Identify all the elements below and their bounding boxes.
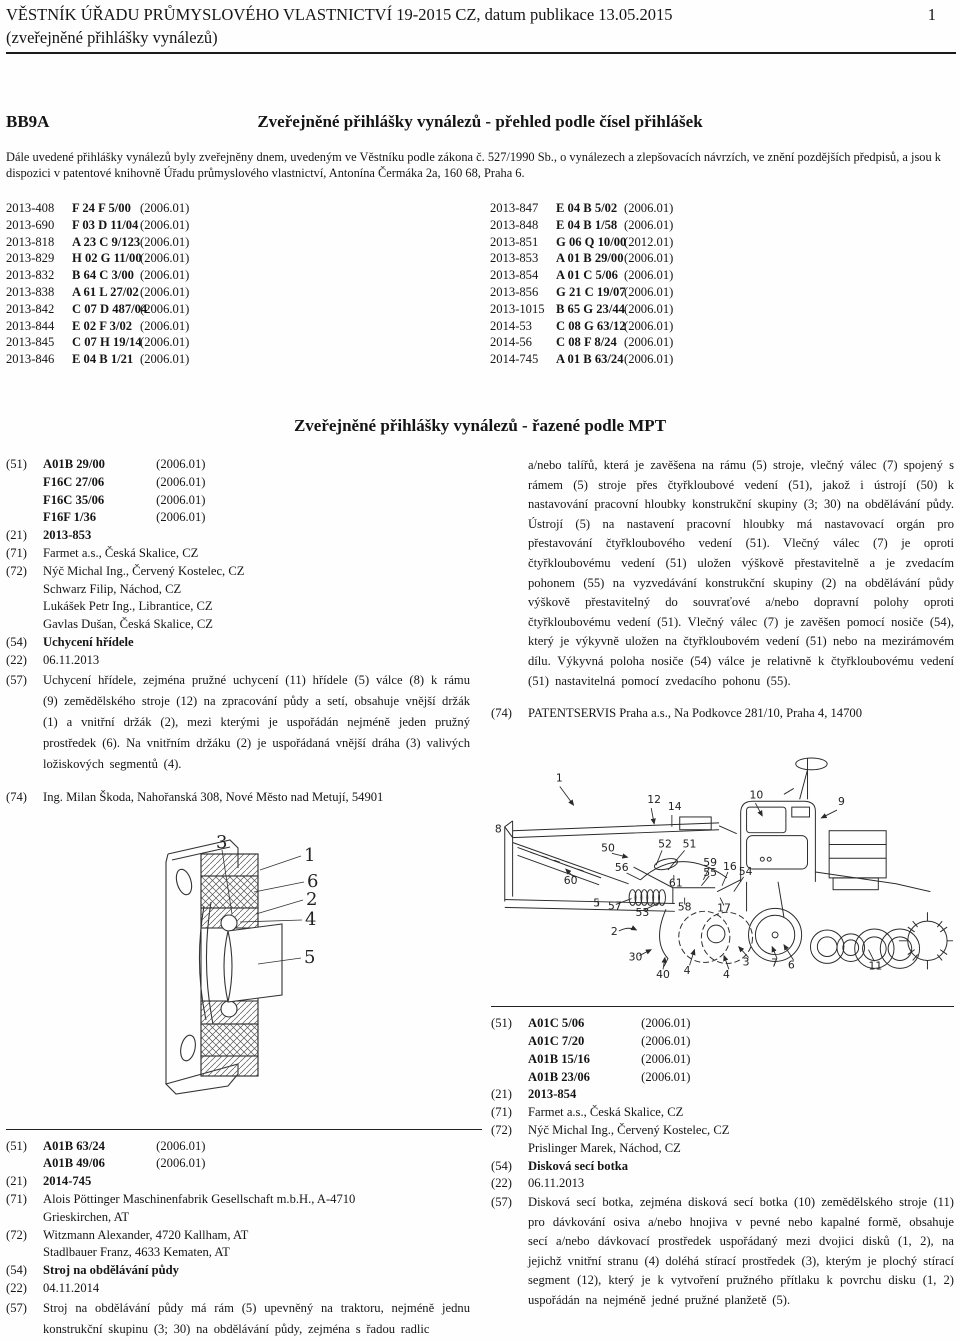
application-number: 2014-56 bbox=[490, 335, 532, 350]
application-number: 2013-832 bbox=[6, 268, 55, 283]
biblio-value: 06.11.2013 bbox=[528, 1176, 585, 1191]
application-number: 2013-842 bbox=[6, 301, 55, 316]
part-label: 56 bbox=[614, 861, 629, 875]
part-label: 59 bbox=[703, 856, 718, 870]
biblio-row bbox=[6, 1280, 482, 1298]
ipc-version-date: (2006.01) bbox=[624, 201, 674, 215]
ipc-class: A 23 C 9/123 bbox=[72, 234, 141, 249]
biblio-value: Gavlas Dušan, Česká Skalice, CZ bbox=[43, 617, 213, 632]
biblio-row bbox=[491, 1158, 954, 1176]
ipc-version-date: (2006.01) bbox=[156, 457, 206, 471]
biblio-row bbox=[6, 1262, 482, 1280]
inid-code: (74) bbox=[491, 706, 512, 721]
ipc-version-date: (2006.01) bbox=[156, 510, 206, 525]
section-bb9a-heading bbox=[6, 112, 954, 132]
biblio-value: Stroj na obdělávání půdy bbox=[43, 1263, 179, 1278]
biblio-row bbox=[491, 1033, 954, 1051]
application-number: 2013-845 bbox=[6, 335, 55, 350]
biblio-row bbox=[6, 509, 482, 527]
agent-text: Ing. Milan Škoda, Nahořanská 308, Nové Město nad Metují, 54901 bbox=[43, 789, 384, 804]
ipc-class: E 04 B 1/21 bbox=[72, 352, 134, 367]
biblio-row bbox=[6, 1138, 482, 1156]
biblio-row bbox=[6, 581, 482, 599]
application-row bbox=[6, 284, 480, 301]
application-row bbox=[490, 318, 954, 335]
section-title: Zveřejněné přihlášky vynálezů - přehled podle čísel přihlášek bbox=[257, 112, 703, 131]
ipc-version-date: (2006.01) bbox=[624, 251, 674, 266]
inid-code: (22) bbox=[6, 652, 27, 667]
part-label: 6 bbox=[307, 870, 319, 892]
application-number: 2013-853 bbox=[490, 251, 539, 266]
ipc-version-date: (2006.01) bbox=[624, 318, 674, 333]
application-row bbox=[6, 318, 480, 335]
part-label: 55 bbox=[703, 866, 718, 880]
ipc-class: C 07 H 19/14 bbox=[72, 335, 142, 350]
ipc-class: C 07 D 487/04 bbox=[72, 301, 148, 316]
column-divider-rule bbox=[6, 1129, 482, 1130]
ipc-class: E 04 B 1/58 bbox=[556, 217, 618, 232]
part-label: 2 bbox=[610, 925, 618, 939]
biblio-row bbox=[491, 1051, 954, 1069]
gazette-title: VĚSTNÍK ÚŘADU PRŮMYSLOVÉHO VLASTNICTVÍ 19-2015 CZ, datum publikace 13.05.2015 bbox=[6, 5, 673, 24]
biblio-value: Nýč Michal Ing., Červený Kostelec, CZ bbox=[528, 1122, 730, 1137]
abstract-2013-853 bbox=[6, 670, 470, 775]
application-row bbox=[6, 301, 480, 318]
inid-code: (71) bbox=[6, 1191, 27, 1206]
application-number: 2013-846 bbox=[6, 352, 55, 367]
biblio-value: 06.11.2013 bbox=[43, 652, 100, 667]
application-row bbox=[6, 234, 480, 251]
ipc-class: C 08 F 8/24 bbox=[556, 335, 617, 350]
ipc-class: F 24 F 5/00 bbox=[72, 201, 131, 215]
inid-code: (54) bbox=[6, 634, 27, 649]
part-label: 6 bbox=[787, 958, 795, 972]
biblio-value: F16C 35/06 bbox=[43, 492, 105, 507]
part-label: 10 bbox=[749, 788, 764, 802]
application-row bbox=[490, 267, 954, 284]
ipc-version-date: (2006.01) bbox=[641, 1016, 691, 1031]
biblio-value: Prislinger Marek, Náchod, CZ bbox=[528, 1140, 681, 1155]
inid-code: (72) bbox=[6, 563, 27, 578]
agent-text: PATENTSERVIS Praha a.s., Na Podkovce 281/10, Praha 4, 14700 bbox=[528, 706, 862, 721]
part-label: 2 bbox=[306, 888, 318, 910]
inid-code: (54) bbox=[491, 1158, 512, 1173]
section-mpt-heading: Zveřejněné přihlášky vynálezů - řazené podle MPT bbox=[293, 416, 667, 435]
ipc-version-date: (2006.01) bbox=[156, 474, 206, 489]
inid-code: (57) bbox=[6, 672, 27, 687]
ipc-version-date: (2006.01) bbox=[624, 217, 674, 232]
application-row bbox=[6, 250, 480, 267]
inid-code: (57) bbox=[6, 1300, 27, 1315]
part-label: 12 bbox=[647, 793, 662, 807]
part-label: 8 bbox=[494, 822, 502, 836]
ipc-version-date: (2006.01) bbox=[641, 1069, 691, 1084]
application-number: 2013-818 bbox=[6, 234, 55, 249]
application-row bbox=[6, 334, 480, 351]
biblio-row bbox=[491, 1122, 954, 1140]
ipc-version-date: (2006.01) bbox=[140, 301, 190, 316]
part-label: 4 bbox=[305, 908, 317, 930]
application-number: 2013-847 bbox=[490, 201, 539, 215]
application-number: 2013-848 bbox=[490, 217, 539, 232]
abstract-2014-745 bbox=[6, 1298, 470, 1340]
biblio-row bbox=[491, 1175, 954, 1193]
biblio-row bbox=[491, 1104, 954, 1122]
application-row bbox=[490, 284, 954, 301]
biblio-value: Grieskirchen, AT bbox=[43, 1209, 130, 1224]
ipc-class: B 65 G 23/44 bbox=[556, 301, 625, 316]
inid-code: (21) bbox=[6, 1174, 27, 1189]
part-label: 52 bbox=[658, 837, 672, 851]
ipc-version-date: (2006.01) bbox=[624, 301, 674, 316]
gazette-subtitle: (zveřejněné přihlášky vynálezů) bbox=[6, 28, 218, 47]
ipc-class: A 01 C 5/06 bbox=[556, 268, 618, 283]
biblio-value: Nýč Michal Ing., Červený Kostelec, CZ bbox=[43, 563, 245, 578]
biblio-value: A01B 23/06 bbox=[528, 1069, 590, 1084]
application-number: 2013-829 bbox=[6, 251, 55, 266]
inid-code: (54) bbox=[6, 1263, 27, 1278]
ipc-class: E 04 B 5/02 bbox=[556, 201, 618, 215]
application-row bbox=[490, 217, 954, 234]
part-label: 4 bbox=[722, 968, 730, 982]
application-row bbox=[6, 267, 480, 284]
part-label: 14 bbox=[667, 800, 682, 814]
ipc-version-date: (2006.01) bbox=[156, 1156, 206, 1171]
biblio-row bbox=[6, 616, 482, 634]
biblio-value: A01C 7/20 bbox=[528, 1033, 585, 1048]
application-row bbox=[490, 334, 954, 351]
ipc-version-date: (2006.01) bbox=[624, 352, 674, 367]
part-label: 53 bbox=[635, 906, 650, 920]
intro-paragraph: Dále uvedené přihlášky vynálezů byly zveřejněny dnem, uvedeným ve Věstníku podle zákona č. 527/1990 Sb., o vynálezech a zlepšovacích návrzích, ve znění pozdějších předpisů, a jsou k dispozici v patentové knihovně Úřadu průmyslového vlastnictví, Antonína Čermáka 2a, 160 68, Praha 6. bbox=[6, 150, 941, 180]
biblio-row bbox=[6, 634, 482, 652]
abstract-text: Uchycení hřídele, zejména pružné uchycení (11) hřídele (5) válce (8) k rámu (9) zemědělského stroje (12) na zpracování půdy a setí, obsahuje vnější držák (1) a vnitřní držák (2), mezi kterými je uspořádán nejméně jeden pružný prostředek (6). Na vnitřním držáku (2) je uspořádaná vnější dráha (3) valivých ložiskových segmentů (4). bbox=[43, 672, 470, 771]
application-row bbox=[6, 351, 480, 368]
two-column-body bbox=[6, 456, 954, 1340]
biblio-row bbox=[6, 1227, 482, 1245]
biblio-value: A01B 15/16 bbox=[528, 1051, 590, 1066]
biblio-value: Uchycení hřídele bbox=[43, 634, 134, 649]
ipc-version-date: (2006.01) bbox=[140, 234, 190, 249]
ipc-class: F 03 D 11/04 bbox=[72, 217, 139, 232]
ipc-class: G 21 C 19/07 bbox=[556, 284, 626, 299]
application-number: 2014-745 bbox=[490, 352, 539, 367]
part-label: 5 bbox=[304, 946, 316, 968]
page-number: 1 bbox=[927, 5, 936, 24]
ipc-version-date: (2006.01) bbox=[140, 268, 190, 283]
biblio-row bbox=[6, 652, 482, 670]
application-number: 2013-856 bbox=[490, 284, 539, 299]
application-number-lists bbox=[6, 200, 954, 368]
part-label: 57 bbox=[607, 899, 622, 913]
inid-code: (51) bbox=[6, 1138, 27, 1153]
figure-seed-drill bbox=[491, 749, 954, 1000]
ipc-class: C 08 G 63/12 bbox=[556, 318, 626, 333]
biblio-value: A01B 63/24 bbox=[43, 1138, 105, 1153]
biblio-value: Stadlbauer Franz, 4633 Kematen, AT bbox=[43, 1245, 230, 1260]
inid-code: (22) bbox=[6, 1280, 27, 1295]
application-row bbox=[490, 250, 954, 267]
application-row bbox=[490, 301, 954, 318]
biblio-value: F16F 1/36 bbox=[43, 510, 97, 525]
ipc-version-date: (2006.01) bbox=[624, 284, 674, 299]
part-label: 40 bbox=[656, 968, 670, 982]
part-label: 9 bbox=[837, 795, 845, 809]
biblio-value: A01B 29/00 bbox=[43, 457, 105, 471]
ipc-version-date: (2006.01) bbox=[156, 492, 206, 507]
entry-2013-853-biblio bbox=[6, 456, 482, 670]
entry-2014-745-biblio bbox=[6, 1138, 482, 1298]
inid-code: (22) bbox=[491, 1176, 512, 1191]
inid-code: (74) bbox=[6, 789, 27, 804]
applications-list-left bbox=[6, 200, 480, 368]
abstract-text: Disková secí botka, zejména disková secí botka (10) zemědělského stroje (11) pro dávkování osiva a/nebo hnojiva v pevné nebo kapalné formě, obsahuje secí a/nebo dávkovací prostředek uspořádaný mezi dvojici disků (1, 2), na jejichž vnitřní stranu (4) doléhá stírací prostředek (3), kterým je plochý stírací segment (12), který je k vytvoření pružného přítlaku k povrchu disku (1, 2) uspořádán na nejméně jedné pružné planžetě (5). bbox=[528, 1195, 954, 1307]
inid-code: (51) bbox=[6, 457, 27, 471]
biblio-value: Witzmann Alexander, 4720 Kallham, AT bbox=[43, 1227, 249, 1242]
part-label: 50 bbox=[601, 841, 615, 855]
part-label: 3 bbox=[216, 831, 228, 853]
applications-list-right bbox=[480, 200, 954, 368]
part-label: 4 bbox=[683, 964, 691, 978]
part-label: 30 bbox=[628, 950, 643, 964]
part-label: 60 bbox=[563, 873, 578, 887]
part-label: 3 bbox=[742, 955, 750, 969]
ipc-version-date: (2006.01) bbox=[641, 1051, 691, 1066]
column-left bbox=[6, 456, 482, 1340]
application-row bbox=[490, 351, 954, 368]
entry-2013-854-biblio bbox=[491, 1015, 954, 1193]
application-row bbox=[6, 200, 480, 217]
agent-2013-853 bbox=[6, 788, 470, 806]
biblio-row bbox=[491, 1015, 954, 1033]
ipc-version-date: (2006.01) bbox=[156, 1138, 206, 1153]
biblio-row bbox=[6, 598, 482, 616]
agent-patentservis bbox=[491, 704, 942, 722]
inid-code: (71) bbox=[491, 1105, 512, 1120]
application-number: 2013-844 bbox=[6, 318, 55, 333]
ipc-class: E 02 F 3/02 bbox=[72, 318, 133, 333]
biblio-row bbox=[6, 1173, 482, 1191]
ipc-version-date: (2006.01) bbox=[140, 352, 190, 367]
part-label: 58 bbox=[677, 900, 692, 914]
ipc-version-date: (2006.01) bbox=[140, 251, 190, 266]
ipc-version-date: (2006.01) bbox=[140, 217, 190, 232]
part-label: 5 bbox=[593, 896, 601, 910]
application-number: 2013-690 bbox=[6, 217, 55, 232]
ipc-version-date: (2006.01) bbox=[140, 318, 190, 333]
biblio-value: A01C 5/06 bbox=[528, 1016, 585, 1031]
ipc-class: G 06 Q 10/00 bbox=[556, 234, 627, 249]
column-right bbox=[482, 456, 954, 1340]
application-number: 2013-854 bbox=[490, 268, 539, 283]
application-row bbox=[490, 234, 954, 251]
application-row bbox=[6, 217, 480, 234]
application-number: 2013-838 bbox=[6, 284, 55, 299]
biblio-row bbox=[6, 456, 482, 474]
ipc-version-date: (2006.01) bbox=[140, 335, 190, 350]
ipc-class: A 01 B 29/00 bbox=[556, 251, 624, 266]
biblio-value: F16C 27/06 bbox=[43, 474, 105, 489]
biblio-value: A01B 49/06 bbox=[43, 1156, 105, 1171]
ipc-class: A 01 B 63/24 bbox=[556, 352, 624, 367]
ipc-version-date: (2006.01) bbox=[624, 335, 674, 350]
application-row bbox=[490, 200, 954, 217]
abstract-text: Stroj na obdělávání půdy má rám (5) upevněný na traktoru, nejméně jednu konstrukční skupinu (3; 30) na obdělávání půdy, zejména s řadou radlic bbox=[43, 1300, 470, 1336]
part-label: 1 bbox=[304, 844, 316, 866]
inid-code: (72) bbox=[491, 1122, 512, 1137]
inid-code: (21) bbox=[6, 528, 27, 543]
biblio-value: Lukášek Petr Ing., Librantice, CZ bbox=[43, 599, 213, 614]
seed-drill-drawing bbox=[491, 749, 953, 995]
application-number: 2013-408 bbox=[6, 201, 55, 215]
biblio-row bbox=[491, 1069, 954, 1087]
inid-code: (71) bbox=[6, 545, 27, 560]
part-label: 11 bbox=[868, 959, 883, 973]
biblio-value: Schwarz Filip, Náchod, CZ bbox=[43, 581, 182, 596]
biblio-row bbox=[6, 1191, 482, 1209]
inid-code: (57) bbox=[491, 1195, 512, 1210]
biblio-value: Farmet a.s., Česká Skalice, CZ bbox=[43, 545, 199, 560]
biblio-value: Disková secí botka bbox=[528, 1158, 629, 1173]
biblio-row bbox=[6, 563, 482, 581]
ipc-class: H 02 G 11/00 bbox=[72, 251, 142, 266]
application-number: 2013-851 bbox=[490, 234, 539, 249]
bearing-drawing bbox=[132, 828, 477, 1118]
part-label: 7 bbox=[771, 956, 779, 970]
biblio-value: Alois Pöttinger Maschinenfabrik Gesellschaft m.b.H., A-4710 bbox=[43, 1191, 356, 1206]
biblio-row bbox=[6, 1155, 482, 1173]
biblio-row bbox=[6, 492, 482, 510]
part-label: 61 bbox=[668, 876, 683, 890]
column-divider-rule bbox=[491, 1006, 954, 1007]
figure-shaft-bearing bbox=[132, 828, 477, 1123]
inid-code: (21) bbox=[491, 1087, 512, 1102]
ipc-version-date: (2006.01) bbox=[140, 201, 190, 215]
biblio-row bbox=[6, 1209, 482, 1227]
section-code: BB9A bbox=[6, 112, 50, 131]
inid-code: (51) bbox=[491, 1016, 512, 1031]
ipc-class: B 64 C 3/00 bbox=[72, 268, 134, 283]
biblio-row bbox=[6, 527, 482, 545]
biblio-value: 2014-745 bbox=[43, 1174, 92, 1189]
biblio-value: 2013-853 bbox=[43, 528, 92, 543]
application-number: 2014-53 bbox=[490, 318, 532, 333]
biblio-value: 04.11.2014 bbox=[43, 1280, 100, 1295]
ipc-version-date: (2006.01) bbox=[624, 268, 674, 283]
biblio-row bbox=[6, 1244, 482, 1262]
biblio-row bbox=[491, 1140, 954, 1158]
abstract-continuation: a/nebo talířů, která je zavěšena na rámu (5) stroje, vlečný válec (7) spojený s rámem (5) stroje přes čtyřkloubové vedení (51), jakož i ústrojí (50) k nastavování pracovní hloubky konstrukční skupiny (3; 30) na obdělávání půdy. Ústrojí (5) na nastavení pracovní hloubky má nastavovací orgán pro přestavování čtyřkloubového vedení (51). Vlečný válec (7) je oproti čtyřkloubovému vedení (51) uložen výškově přestavitelně a je zvedacím pohonem (55) na vyzvedávání konstrukční skupiny (2) na obdělávání půdy výškově přestavitelný do souvraťové a/nebo dopravní polohy oproti čtyřkloubovému vedení (51). Vlečný válec (7) je zavěšen pomocí nosiče (54), který je výkyvně uložen na čtyřkloubovém vedení (51) nebo na mezirámovém dílu. Výkyvná poloha nosiče (54) válce je relativně k čtyřkloubovému vedení (51) nastavitelná pomocí zvedacího pohonu (55). bbox=[528, 458, 954, 688]
inid-code: (72) bbox=[6, 1227, 27, 1242]
biblio-value: Farmet a.s., Česká Skalice, CZ bbox=[528, 1105, 684, 1120]
ipc-class: A 61 L 27/02 bbox=[72, 284, 139, 299]
application-number: 2013-1015 bbox=[490, 301, 545, 316]
abstract-2013-854 bbox=[491, 1193, 954, 1310]
part-label: 51 bbox=[682, 837, 697, 851]
part-label: 16 bbox=[722, 860, 737, 874]
biblio-value: 2013-854 bbox=[528, 1087, 577, 1102]
page-header bbox=[6, 3, 956, 54]
ipc-version-date: (2012.01) bbox=[624, 234, 674, 249]
biblio-row bbox=[6, 474, 482, 492]
part-label: 1 bbox=[555, 771, 563, 785]
part-label: 54 bbox=[738, 865, 753, 879]
biblio-row bbox=[6, 545, 482, 563]
ipc-version-date: (2006.01) bbox=[641, 1033, 691, 1048]
biblio-row bbox=[491, 1086, 954, 1104]
part-label: 17 bbox=[717, 901, 731, 915]
ipc-version-date: (2006.01) bbox=[140, 284, 190, 299]
